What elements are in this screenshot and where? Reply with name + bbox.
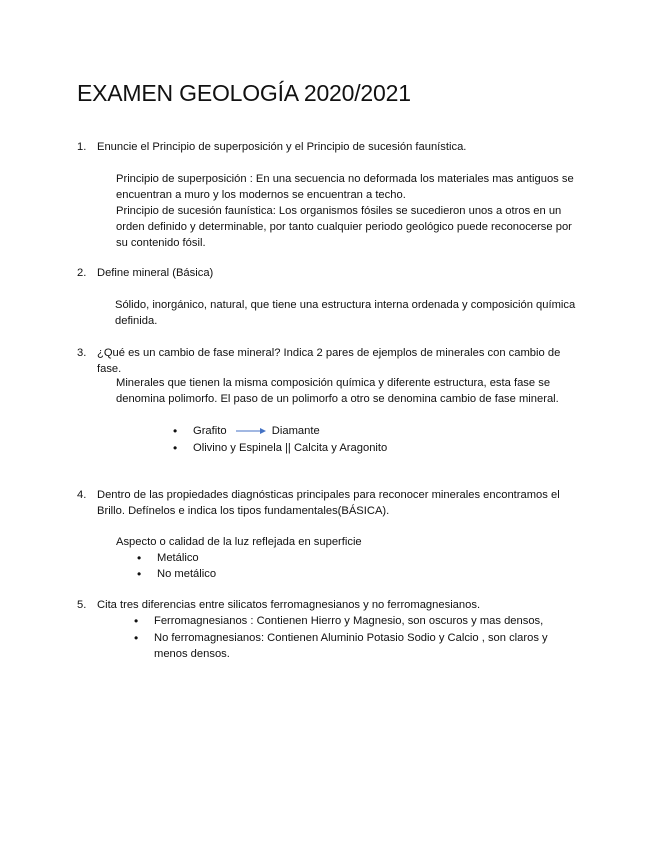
bullet-icon: • bbox=[137, 551, 142, 565]
answer-paragraph: Principio de superposición : En una secuencia no deformada los materiales mas antiguos se encuentran a muro y los modernos se encuentran a techo. bbox=[116, 173, 574, 201]
bullet-item bbox=[134, 613, 574, 629]
bullet-text: No ferromagnesianos: Contienen Aluminio Potasio Sodio y Calcio , son claros y menos densos. bbox=[154, 632, 548, 660]
answer-paragraph: Minerales que tienen la misma composición química y diferente estructura, esta fase se denomina polimorfo. El paso de un polimorfo a otro se denomina cambio de fase mineral. bbox=[116, 377, 559, 405]
question-text: Cita tres diferencias entre silicatos ferromagnesianos y no ferromagnesianos. bbox=[97, 599, 481, 611]
question-text: Dentro de las propiedades diagnósticas principales para reconocer minerales encontramos el Brillo. Defínelos e indica los tipos fundamentales(BÁSICA). bbox=[97, 489, 560, 517]
bullet-item bbox=[134, 630, 574, 662]
answer-paragraph: Aspecto o calidad de la luz reflejada en superficie bbox=[116, 536, 362, 548]
question-4 bbox=[77, 487, 587, 519]
answer-3 bbox=[116, 375, 586, 407]
question-text: Enuncie el Principio de superposición y el Principio de sucesión faunística. bbox=[97, 141, 467, 153]
question-text: Define mineral (Básica) bbox=[97, 267, 214, 279]
bullet-icon: • bbox=[134, 614, 139, 628]
question-number: 2. bbox=[77, 267, 87, 279]
question-text: ¿Qué es un cambio de fase mineral? Indica 2 pares de ejemplos de minerales con cambio de fase. bbox=[97, 347, 561, 375]
question-number: 4. bbox=[77, 489, 87, 501]
bullet-item bbox=[173, 440, 523, 456]
question-2 bbox=[77, 265, 587, 281]
bullet-text: Olivino y Espinela || Calcita y Aragonito bbox=[193, 442, 388, 454]
bullet-item bbox=[137, 566, 437, 582]
bullet-item bbox=[173, 423, 523, 439]
mineral-name: Grafito bbox=[193, 425, 227, 437]
answer-paragraph: Principio de sucesión faunística: Los organismos fósiles se sucedieron unos a otros en un orden definido y determinable, por tanto cualquier periodo geológico puede reconocerse por su contenido fósil. bbox=[116, 205, 572, 249]
bullet-text: No metálico bbox=[157, 568, 217, 580]
answer-1 bbox=[116, 171, 586, 251]
page-title: EXAMEN GEOLOGÍA 2020/2021 bbox=[77, 80, 411, 106]
bullet-text: Ferromagnesianos : Contienen Hierro y Magnesio, son oscuros y mas densos, bbox=[154, 615, 544, 627]
question-number: 1. bbox=[77, 141, 87, 153]
arrow-right-icon bbox=[236, 427, 266, 435]
bullet-icon: • bbox=[134, 631, 139, 645]
bullet-icon: • bbox=[173, 424, 178, 438]
answer-paragraph: Sólido, inorgánico, natural, que tiene una estructura interna ordenada y composición química definida. bbox=[115, 299, 576, 327]
question-3 bbox=[77, 345, 587, 377]
bullet-icon: • bbox=[137, 567, 142, 581]
bullet-item bbox=[137, 550, 437, 566]
bullet-icon: • bbox=[173, 441, 178, 455]
answer-4 bbox=[116, 534, 586, 550]
mineral-name: Diamante bbox=[271, 425, 320, 437]
question-number: 3. bbox=[77, 347, 87, 359]
question-number: 5. bbox=[77, 599, 87, 611]
question-1 bbox=[77, 139, 587, 155]
bullet-text: Metálico bbox=[157, 552, 199, 564]
question-5 bbox=[77, 597, 587, 613]
answer-2 bbox=[115, 297, 585, 329]
